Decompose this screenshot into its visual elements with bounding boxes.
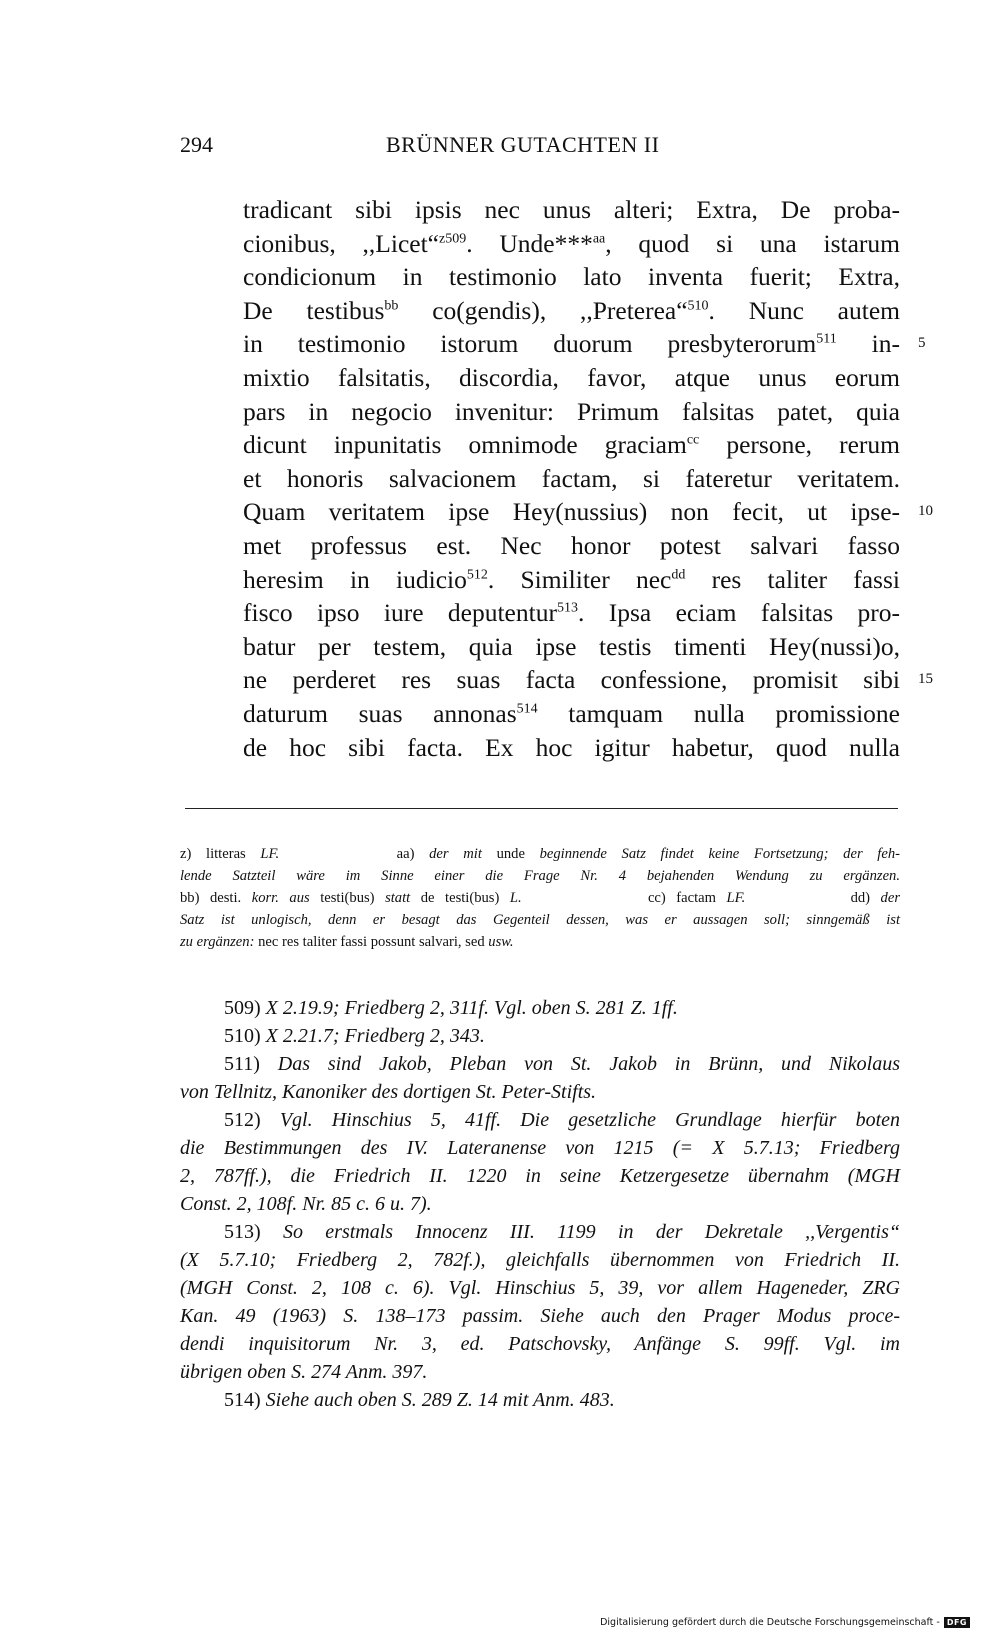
footnote-ref: 512 bbox=[466, 567, 488, 583]
line-text: mixtio falsitatis, discordia, favor, atque unus eorum bbox=[243, 362, 900, 392]
page-header bbox=[180, 132, 900, 162]
footnote bbox=[180, 1050, 900, 1106]
line-text: persone, rerum bbox=[699, 430, 900, 460]
line-text: . Ipsa eciam falsitas pro- bbox=[577, 598, 900, 628]
line-text: daturum suas annonas bbox=[243, 698, 517, 728]
line-text: co(gendis), ,,Preterea“ bbox=[398, 295, 688, 325]
footnote-text: (MGH Const. 2, 108 c. 6). Vgl. Hinschius 5, 39, vor allem Hageneder, ZRG bbox=[180, 1277, 900, 1299]
apparatus-line: z) litteras LF. aa) der mit unde beginnende Satz findet keine Fortsetzung; der feh- bbox=[180, 846, 900, 862]
line-number: 15 bbox=[918, 671, 933, 688]
line-text: dicunt inpunitatis omnimode graciam bbox=[243, 430, 687, 460]
footnote-text: So erstmals Innocenz III. 1199 in der Dekretale ,,Vergentis“ bbox=[282, 1221, 901, 1243]
line-number: 10 bbox=[918, 503, 933, 520]
line-text: tradicant sibi ipsis nec unus alteri; Extra, De proba- bbox=[243, 195, 900, 224]
footnote-ref: 513 bbox=[556, 600, 578, 616]
footnote-text: Siehe auch oben S. 289 Z. 14 mit Anm. 483. bbox=[265, 1389, 615, 1411]
text-line bbox=[243, 428, 900, 462]
footnote-divider bbox=[185, 808, 898, 809]
text-line bbox=[243, 193, 900, 227]
text-line bbox=[243, 529, 900, 563]
footnote bbox=[180, 1022, 900, 1050]
line-text: res taliter fassi bbox=[685, 564, 900, 594]
footnote-ref: cc bbox=[686, 432, 700, 448]
footnote-ref: bb bbox=[384, 298, 399, 314]
footnote-text: X 2.21.7; Friedberg 2, 343. bbox=[265, 1025, 485, 1047]
text-line bbox=[243, 327, 926, 361]
line-text: in- bbox=[836, 329, 901, 359]
line-text: De testibus bbox=[243, 295, 385, 325]
line-text: . Nunc autem bbox=[708, 295, 900, 325]
footnote-ref: 511 bbox=[816, 331, 837, 347]
footnote-text: Kan. 49 (1963) S. 138–173 passim. Siehe auch den Prager Modus proce- bbox=[180, 1305, 900, 1327]
footnote bbox=[180, 1106, 900, 1218]
main-text bbox=[243, 193, 933, 764]
footnotes bbox=[180, 994, 900, 1414]
dfg-logo: DFG bbox=[944, 1617, 970, 1628]
footnote-text: Das sind Jakob, Pleban von St. Jakob in Brünn, und Nikolaus bbox=[277, 1053, 901, 1075]
apparatus-line: bb) desti. korr. aus testi(bus) statt de testi(bus) L. cc) factam LF. dd) der bbox=[180, 890, 901, 906]
line-text: Quam veritatem ipse Hey(nussius) non fecit, ut ipse- bbox=[243, 497, 900, 527]
line-text: , quod si una istarum bbox=[605, 228, 900, 258]
line-text: . Similiter nec bbox=[487, 564, 672, 594]
text-line bbox=[243, 495, 933, 529]
text-line bbox=[243, 462, 900, 496]
footnote-text: die Bestimmungen des IV. Lateranense von 1215 (= X 5.7.13; Friedberg bbox=[180, 1137, 900, 1159]
text-line bbox=[243, 563, 900, 597]
footnote-text: übrigen oben S. 274 Anm. 397. bbox=[180, 1361, 428, 1383]
line-text: fisco ipso iure deputentur bbox=[243, 598, 557, 628]
line-text: pars in negocio invenitur: Primum falsitas patet, quia bbox=[243, 396, 900, 426]
credit-text: Digitalisierung gefördert durch die Deutsche Forschungsgemeinschaft - bbox=[600, 1617, 940, 1628]
text-line bbox=[243, 630, 900, 664]
footnote-text: von Tellnitz, Kanoniker des dortigen St. Peter-Stifts. bbox=[180, 1081, 597, 1103]
line-text: ne perderet res suas facta confessione, promisit sibi bbox=[243, 665, 900, 695]
line-text: tamquam nulla promissione bbox=[537, 698, 900, 728]
footnote bbox=[180, 1386, 900, 1414]
line-number: 5 bbox=[918, 335, 926, 352]
line-text: met professus est. Nec honor potest salvari fasso bbox=[243, 530, 900, 560]
digitization-credit bbox=[600, 1617, 970, 1628]
footnote-number: 513) bbox=[224, 1221, 261, 1243]
footnote-ref: 510 bbox=[687, 298, 709, 314]
text-line bbox=[243, 731, 900, 765]
footnote-text: 2, 787ff.), die Friedrich II. 1220 in seine Ketzergesetze übernahm (MGH bbox=[180, 1165, 900, 1187]
apparatus-line: lende Satzteil wäre im Sinne einer die Frage Nr. 4 bejahenden Wendung zu ergänzen. bbox=[180, 868, 900, 884]
line-text: de hoc sibi facta. Ex hoc igitur habetur, quod nulla bbox=[243, 732, 900, 762]
footnote-number: 509) bbox=[224, 997, 261, 1019]
text-line bbox=[243, 596, 900, 630]
apparatus-line: Satz ist unlogisch, denn er besagt das Gegenteil dessen, was er aussagen soll; sinngemäß ist bbox=[180, 912, 900, 928]
text-line bbox=[243, 227, 900, 261]
line-text: et honoris salvacionem factam, si fateretur veritatem. bbox=[243, 463, 900, 493]
footnote-text: X 2.19.9; Friedberg 2, 311f. Vgl. oben S. 281 Z. 1ff. bbox=[265, 997, 678, 1019]
text-line bbox=[243, 294, 900, 328]
line-text: condicionum in testimonio lato inventa fuerit; Extra, bbox=[243, 262, 900, 292]
footnote-text: Const. 2, 108f. Nr. 85 c. 6 u. 7). bbox=[180, 1193, 432, 1215]
footnote-number: 514) bbox=[224, 1389, 261, 1411]
text-line bbox=[243, 663, 933, 697]
footnote-number: 510) bbox=[224, 1025, 261, 1047]
footnote-ref: 514 bbox=[516, 701, 538, 717]
footnote-ref: dd bbox=[671, 567, 686, 583]
text-line bbox=[243, 361, 900, 395]
footnote bbox=[180, 1218, 900, 1386]
page-number: 294 bbox=[180, 132, 213, 157]
critical-apparatus bbox=[180, 843, 900, 953]
footnote bbox=[180, 994, 900, 1022]
footnote-text: dendi inquisitorum Nr. 3, ed. Patschovsky, Anfänge S. 99ff. Vgl. im bbox=[180, 1333, 900, 1355]
footnote-number: 511) bbox=[224, 1053, 260, 1075]
line-text: batur per testem, quia ipse testis timenti Hey(nussi)o, bbox=[243, 631, 900, 661]
text-line bbox=[243, 395, 900, 429]
text-line bbox=[243, 260, 900, 294]
footnote-text: (X 5.7.10; Friedberg 2, 782f.), gleichfalls übernommen von Friedrich II. bbox=[180, 1249, 900, 1271]
running-title: BRÜNNER GUTACHTEN II bbox=[386, 132, 660, 157]
line-text: . Unde*** bbox=[466, 228, 593, 258]
footnote-number: 512) bbox=[224, 1109, 261, 1131]
footnote-ref: z509 bbox=[439, 231, 467, 247]
line-text: in testimonio istorum duorum presbyterorum bbox=[243, 329, 817, 359]
footnote-ref: aa bbox=[592, 231, 606, 247]
apparatus-line: zu ergänzen: nec res taliter fassi possunt salvari, sed usw. bbox=[180, 934, 514, 950]
line-text: cionibus, ,,Licet“ bbox=[243, 228, 439, 258]
text-line bbox=[243, 697, 900, 731]
line-text: heresim in iudicio bbox=[243, 564, 467, 594]
footnote-text: Vgl. Hinschius 5, 41ff. Die gesetzliche Grundlage hierfür boten bbox=[279, 1109, 900, 1131]
